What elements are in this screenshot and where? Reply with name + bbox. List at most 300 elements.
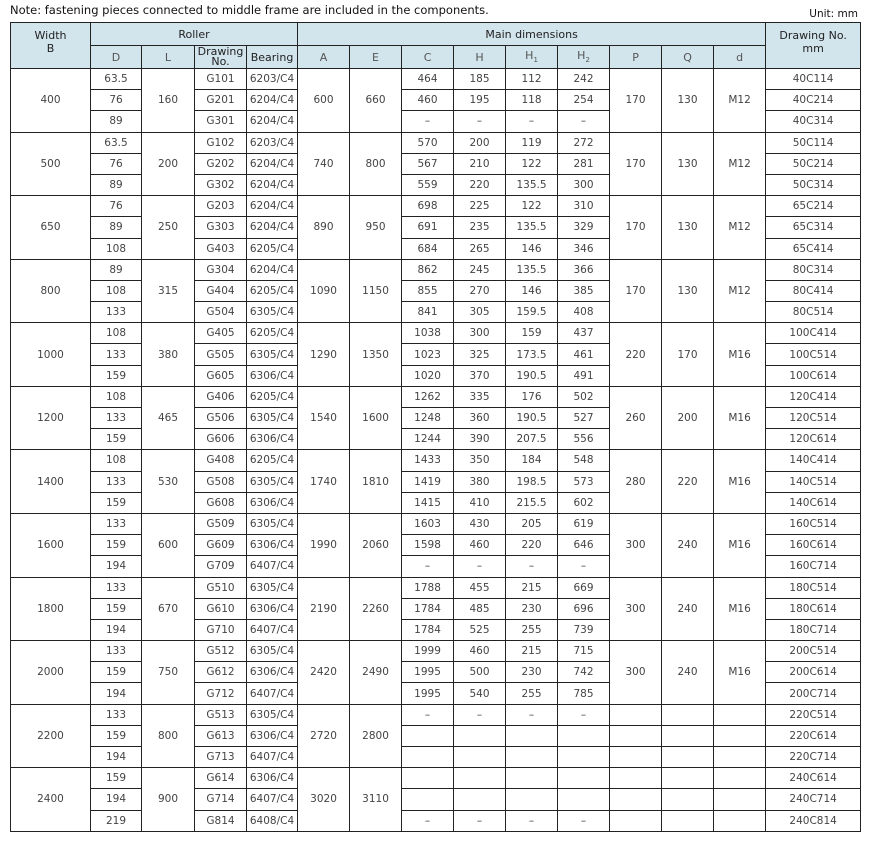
roller-drawing-cell: G102 (195, 132, 247, 153)
header-h2: $H_2$ (558, 46, 610, 69)
table-row (11, 789, 861, 810)
c-cell: 1995 (402, 683, 454, 704)
table-note: Note: fastening pieces connected to middle frame are included in the components. (10, 3, 489, 17)
width-cell: 400 (11, 69, 91, 133)
h-cell: 300 (454, 323, 506, 344)
width-cell: 1400 (11, 450, 91, 514)
h1-cell: 176 (506, 386, 558, 407)
roller-l-cell: 900 (142, 768, 195, 832)
c-cell: 1248 (402, 408, 454, 429)
roller-d-cell: 159 (91, 365, 142, 386)
p-cell (610, 810, 662, 831)
drawing-no-cell: 120C414 (766, 386, 861, 407)
c-cell: – (402, 111, 454, 132)
h-cell: – (454, 111, 506, 132)
p-cell (610, 747, 662, 768)
h2-cell: 573 (558, 471, 610, 492)
h2-cell (558, 725, 610, 746)
bearing-cell: 6407/C4 (247, 747, 298, 768)
drawing-no-cell: 200C614 (766, 662, 861, 683)
table-row (11, 196, 861, 217)
roller-d-cell: 133 (91, 704, 142, 725)
bearing-cell: 6204/C4 (247, 174, 298, 195)
h1-cell: 184 (506, 450, 558, 471)
h-cell: 305 (454, 302, 506, 323)
roller-drawing-cell: G101 (195, 69, 247, 90)
drawing-no-cell: 50C314 (766, 174, 861, 195)
d-cell: M16 (714, 513, 766, 577)
p-cell: 300 (610, 577, 662, 641)
drawing-no-cell: 140C514 (766, 471, 861, 492)
drawing-no-cell: 100C614 (766, 365, 861, 386)
h1-cell: 119 (506, 132, 558, 153)
h2-cell: – (558, 556, 610, 577)
drawing-no-cell: 100C514 (766, 344, 861, 365)
a-cell: 1090 (298, 259, 350, 323)
bearing-cell: 6407/C4 (247, 556, 298, 577)
drawing-no-cell: 200C714 (766, 683, 861, 704)
c-cell: 1433 (402, 450, 454, 471)
drawing-no-cell: 160C514 (766, 513, 861, 534)
bearing-cell: 6305/C4 (247, 302, 298, 323)
h2-cell: 739 (558, 619, 610, 640)
e-cell: 2060 (350, 513, 402, 577)
h2-cell: 696 (558, 598, 610, 619)
header-d: D (91, 46, 142, 69)
c-cell: – (402, 704, 454, 725)
h2-cell: 527 (558, 408, 610, 429)
h-cell: 410 (454, 492, 506, 513)
h-cell: 225 (454, 196, 506, 217)
roller-l-cell: 160 (142, 69, 195, 133)
roller-drawing-cell: G202 (195, 153, 247, 174)
header-a: A (298, 46, 350, 69)
h1-cell: 190.5 (506, 408, 558, 429)
e-cell: 2800 (350, 704, 402, 768)
e-cell: 2490 (350, 641, 402, 705)
h-cell (454, 789, 506, 810)
c-cell: 1788 (402, 577, 454, 598)
roller-d-cell: 108 (91, 323, 142, 344)
drawing-no-cell: 50C214 (766, 153, 861, 174)
c-cell (402, 747, 454, 768)
roller-drawing-cell: G605 (195, 365, 247, 386)
h-cell: 540 (454, 683, 506, 704)
q-cell: 170 (662, 323, 714, 387)
roller-d-cell: 194 (91, 789, 142, 810)
h2-cell (558, 747, 610, 768)
h2-cell: 408 (558, 302, 610, 323)
h1-cell: 198.5 (506, 471, 558, 492)
bearing-cell: 6306/C4 (247, 768, 298, 789)
roller-drawing-cell: G403 (195, 238, 247, 259)
h2-cell: 502 (558, 386, 610, 407)
h1-cell: 207.5 (506, 429, 558, 450)
roller-d-cell: 159 (91, 662, 142, 683)
header-p: P (610, 46, 662, 69)
roller-drawing-cell: G712 (195, 683, 247, 704)
d-cell (714, 768, 766, 789)
roller-d-cell: 159 (91, 598, 142, 619)
a-cell: 1290 (298, 323, 350, 387)
roller-l-cell: 380 (142, 323, 195, 387)
q-cell: 130 (662, 69, 714, 133)
h-cell: 390 (454, 429, 506, 450)
h-cell: 380 (454, 471, 506, 492)
p-cell: 170 (610, 69, 662, 133)
table-row (11, 132, 861, 153)
c-cell: – (402, 556, 454, 577)
roller-drawing-cell: G404 (195, 280, 247, 301)
h2-cell (558, 768, 610, 789)
h2-cell: 254 (558, 90, 610, 111)
h-cell: 430 (454, 513, 506, 534)
p-cell (610, 768, 662, 789)
p-cell (610, 704, 662, 725)
h2-cell: – (558, 111, 610, 132)
c-cell: 567 (402, 153, 454, 174)
c-cell: 1038 (402, 323, 454, 344)
e-cell: 2260 (350, 577, 402, 641)
roller-drawing-cell: G512 (195, 641, 247, 662)
h1-cell: 205 (506, 513, 558, 534)
h-cell: 185 (454, 69, 506, 90)
roller-l-cell: 250 (142, 196, 195, 260)
p-cell: 260 (610, 386, 662, 450)
h-cell: 270 (454, 280, 506, 301)
h-cell: – (454, 810, 506, 831)
drawing-no-cell: 120C614 (766, 429, 861, 450)
h-cell: 460 (454, 535, 506, 556)
h-cell: 525 (454, 619, 506, 640)
drawing-no-cell: 180C514 (766, 577, 861, 598)
drawing-no-cell: 100C414 (766, 323, 861, 344)
h1-cell: 255 (506, 683, 558, 704)
p-cell (610, 725, 662, 746)
a-cell: 890 (298, 196, 350, 260)
c-cell: 862 (402, 259, 454, 280)
roller-d-cell: 133 (91, 302, 142, 323)
q-cell: 130 (662, 259, 714, 323)
roller-d-cell: 76 (91, 153, 142, 174)
d-cell: M16 (714, 323, 766, 387)
c-cell: 1999 (402, 641, 454, 662)
header-drawing-no: Drawing No. mm (766, 23, 861, 69)
a-cell: 1540 (298, 386, 350, 450)
bearing-cell: 6305/C4 (247, 471, 298, 492)
roller-d-cell: 89 (91, 217, 142, 238)
drawing-no-cell: 65C414 (766, 238, 861, 259)
roller-drawing-cell: G613 (195, 725, 247, 746)
h2-cell: – (558, 704, 610, 725)
roller-drawing-cell: G610 (195, 598, 247, 619)
roller-drawing-cell: G608 (195, 492, 247, 513)
a-cell: 2190 (298, 577, 350, 641)
h-cell: 235 (454, 217, 506, 238)
header-bearing: Bearing (247, 46, 298, 69)
p-cell: 300 (610, 641, 662, 705)
h2-cell: 548 (558, 450, 610, 471)
q-cell (662, 725, 714, 746)
roller-d-cell: 76 (91, 90, 142, 111)
bearing-cell: 6306/C4 (247, 725, 298, 746)
bearing-cell: 6204/C4 (247, 217, 298, 238)
h-cell: 265 (454, 238, 506, 259)
roller-drawing-cell: G505 (195, 344, 247, 365)
drawing-no-cell: 240C814 (766, 810, 861, 831)
bearing-cell: 6204/C4 (247, 90, 298, 111)
c-cell: 1023 (402, 344, 454, 365)
h1-cell: 173.5 (506, 344, 558, 365)
roller-drawing-cell: G506 (195, 408, 247, 429)
h1-cell: 122 (506, 153, 558, 174)
table-row (11, 747, 861, 768)
h1-cell: 159.5 (506, 302, 558, 323)
d-cell: M16 (714, 450, 766, 514)
roller-drawing-cell: G614 (195, 768, 247, 789)
e-cell: 1150 (350, 259, 402, 323)
c-cell: 1262 (402, 386, 454, 407)
q-cell: 200 (662, 386, 714, 450)
roller-drawing-cell: G508 (195, 471, 247, 492)
c-cell: 855 (402, 280, 454, 301)
roller-d-cell: 159 (91, 492, 142, 513)
header-h1: $H_1$ (506, 46, 558, 69)
roller-d-cell: 159 (91, 535, 142, 556)
h1-cell: 135.5 (506, 174, 558, 195)
table-row (11, 69, 861, 90)
table-row (11, 450, 861, 471)
roller-drawing-cell: G713 (195, 747, 247, 768)
bearing-cell: 6306/C4 (247, 662, 298, 683)
h-cell: 455 (454, 577, 506, 598)
roller-drawing-cell: G612 (195, 662, 247, 683)
q-cell (662, 747, 714, 768)
h-cell: 460 (454, 641, 506, 662)
h-cell: 210 (454, 153, 506, 174)
d-cell (714, 725, 766, 746)
c-cell (402, 725, 454, 746)
d-cell (714, 747, 766, 768)
roller-drawing-cell: G714 (195, 789, 247, 810)
drawing-no-cell: 220C614 (766, 725, 861, 746)
roller-drawing-cell: G203 (195, 196, 247, 217)
h2-cell: 461 (558, 344, 610, 365)
width-cell: 1200 (11, 386, 91, 450)
h2-cell: 437 (558, 323, 610, 344)
d-cell: M16 (714, 641, 766, 705)
h1-cell (506, 789, 558, 810)
drawing-no-cell: 160C614 (766, 535, 861, 556)
roller-drawing-cell: G710 (195, 619, 247, 640)
header-e: E (350, 46, 402, 69)
h1-cell (506, 725, 558, 746)
h2-cell: 329 (558, 217, 610, 238)
drawing-no-cell: 140C614 (766, 492, 861, 513)
bearing-cell: 6306/C4 (247, 492, 298, 513)
h1-cell: 146 (506, 238, 558, 259)
bearing-cell: 6204/C4 (247, 153, 298, 174)
roller-drawing-cell: G609 (195, 535, 247, 556)
table-row (11, 810, 861, 831)
h2-cell: 785 (558, 683, 610, 704)
roller-d-cell: 133 (91, 471, 142, 492)
h-cell: 335 (454, 386, 506, 407)
c-cell: 570 (402, 132, 454, 153)
h1-cell: 118 (506, 90, 558, 111)
roller-d-cell: 89 (91, 259, 142, 280)
table-row (11, 259, 861, 280)
c-cell: – (402, 810, 454, 831)
c-cell: 691 (402, 217, 454, 238)
roller-drawing-cell: G510 (195, 577, 247, 598)
d-cell: M16 (714, 577, 766, 641)
roller-drawing-cell: G201 (195, 90, 247, 111)
drawing-no-cell: 180C714 (766, 619, 861, 640)
table-row (11, 513, 861, 534)
q-cell (662, 789, 714, 810)
c-cell (402, 768, 454, 789)
h1-cell: 255 (506, 619, 558, 640)
c-cell: 1415 (402, 492, 454, 513)
h-cell: – (454, 556, 506, 577)
bearing-cell: 6306/C4 (247, 535, 298, 556)
d-cell (714, 810, 766, 831)
drawing-no-cell: 40C214 (766, 90, 861, 111)
bearing-cell: 6407/C4 (247, 619, 298, 640)
h-cell: 360 (454, 408, 506, 429)
h2-cell: 742 (558, 662, 610, 683)
h2-cell: 346 (558, 238, 610, 259)
header-d-bolt: d (714, 46, 766, 69)
bearing-cell: 6205/C4 (247, 238, 298, 259)
drawing-no-cell: 80C514 (766, 302, 861, 323)
drawing-no-cell: 80C414 (766, 280, 861, 301)
h1-cell: – (506, 111, 558, 132)
q-cell (662, 768, 714, 789)
roller-d-cell: 194 (91, 683, 142, 704)
header-q: Q (662, 46, 714, 69)
roller-dimensions-table (10, 22, 861, 832)
drawing-no-cell: 240C714 (766, 789, 861, 810)
bearing-cell: 6305/C4 (247, 704, 298, 725)
h2-cell: 556 (558, 429, 610, 450)
c-cell: 698 (402, 196, 454, 217)
q-cell (662, 810, 714, 831)
h-cell: 325 (454, 344, 506, 365)
c-cell: 1020 (402, 365, 454, 386)
h1-cell: 135.5 (506, 259, 558, 280)
roller-drawing-cell: G304 (195, 259, 247, 280)
roller-d-cell: 194 (91, 619, 142, 640)
h-cell (454, 725, 506, 746)
h2-cell: 646 (558, 535, 610, 556)
drawing-no-cell: 40C114 (766, 69, 861, 90)
drawing-no-cell: 220C714 (766, 747, 861, 768)
roller-d-cell: 63.5 (91, 69, 142, 90)
h-cell (454, 768, 506, 789)
h1-cell: 190.5 (506, 365, 558, 386)
header-roller: Roller (91, 23, 298, 46)
roller-l-cell: 315 (142, 259, 195, 323)
drawing-no-cell: 160C714 (766, 556, 861, 577)
c-cell (402, 789, 454, 810)
roller-drawing-cell: G814 (195, 810, 247, 831)
q-cell: 240 (662, 513, 714, 577)
drawing-no-cell: 240C614 (766, 768, 861, 789)
drawing-no-cell: 65C214 (766, 196, 861, 217)
width-cell: 1800 (11, 577, 91, 641)
roller-d-cell: 159 (91, 725, 142, 746)
unit-label: Unit: mm (809, 8, 858, 20)
q-cell: 130 (662, 132, 714, 196)
c-cell: 841 (402, 302, 454, 323)
d-cell: M12 (714, 196, 766, 260)
h2-cell: 715 (558, 641, 610, 662)
p-cell: 220 (610, 323, 662, 387)
d-cell: M12 (714, 132, 766, 196)
bearing-cell: 6305/C4 (247, 577, 298, 598)
roller-l-cell: 200 (142, 132, 195, 196)
h2-cell: 491 (558, 365, 610, 386)
a-cell: 1740 (298, 450, 350, 514)
p-cell: 170 (610, 132, 662, 196)
roller-d-cell: 219 (91, 810, 142, 831)
roller-d-cell: 108 (91, 450, 142, 471)
h2-cell: 619 (558, 513, 610, 534)
width-cell: 1000 (11, 323, 91, 387)
bearing-cell: 6306/C4 (247, 429, 298, 450)
a-cell: 740 (298, 132, 350, 196)
drawing-no-cell: 220C514 (766, 704, 861, 725)
width-cell: 650 (11, 196, 91, 260)
drawing-no-cell: 180C614 (766, 598, 861, 619)
bearing-cell: 6205/C4 (247, 323, 298, 344)
p-cell (610, 789, 662, 810)
roller-l-cell: 465 (142, 386, 195, 450)
h1-cell: 146 (506, 280, 558, 301)
h1-cell (506, 768, 558, 789)
drawing-no-cell: 80C314 (766, 259, 861, 280)
h2-cell: 272 (558, 132, 610, 153)
h-cell: – (454, 704, 506, 725)
h2-cell (558, 789, 610, 810)
c-cell: 1603 (402, 513, 454, 534)
e-cell: 1350 (350, 323, 402, 387)
bearing-cell: 6306/C4 (247, 365, 298, 386)
q-cell: 220 (662, 450, 714, 514)
p-cell: 170 (610, 259, 662, 323)
roller-drawing-cell: G303 (195, 217, 247, 238)
header-main-dimensions: Main dimensions (298, 23, 766, 46)
bearing-cell: 6203/C4 (247, 132, 298, 153)
drawing-no-cell: 140C414 (766, 450, 861, 471)
roller-d-cell: 89 (91, 111, 142, 132)
d-cell (714, 789, 766, 810)
h1-cell: 112 (506, 69, 558, 90)
roller-d-cell: 63.5 (91, 132, 142, 153)
roller-drawing-cell: G405 (195, 323, 247, 344)
h1-cell: 220 (506, 535, 558, 556)
bearing-cell: 6204/C4 (247, 259, 298, 280)
bearing-cell: 6306/C4 (247, 598, 298, 619)
e-cell: 3110 (350, 768, 402, 832)
h-cell: 220 (454, 174, 506, 195)
h-cell: 500 (454, 662, 506, 683)
drawing-no-cell: 200C514 (766, 641, 861, 662)
h-cell: 370 (454, 365, 506, 386)
h2-cell: 300 (558, 174, 610, 195)
